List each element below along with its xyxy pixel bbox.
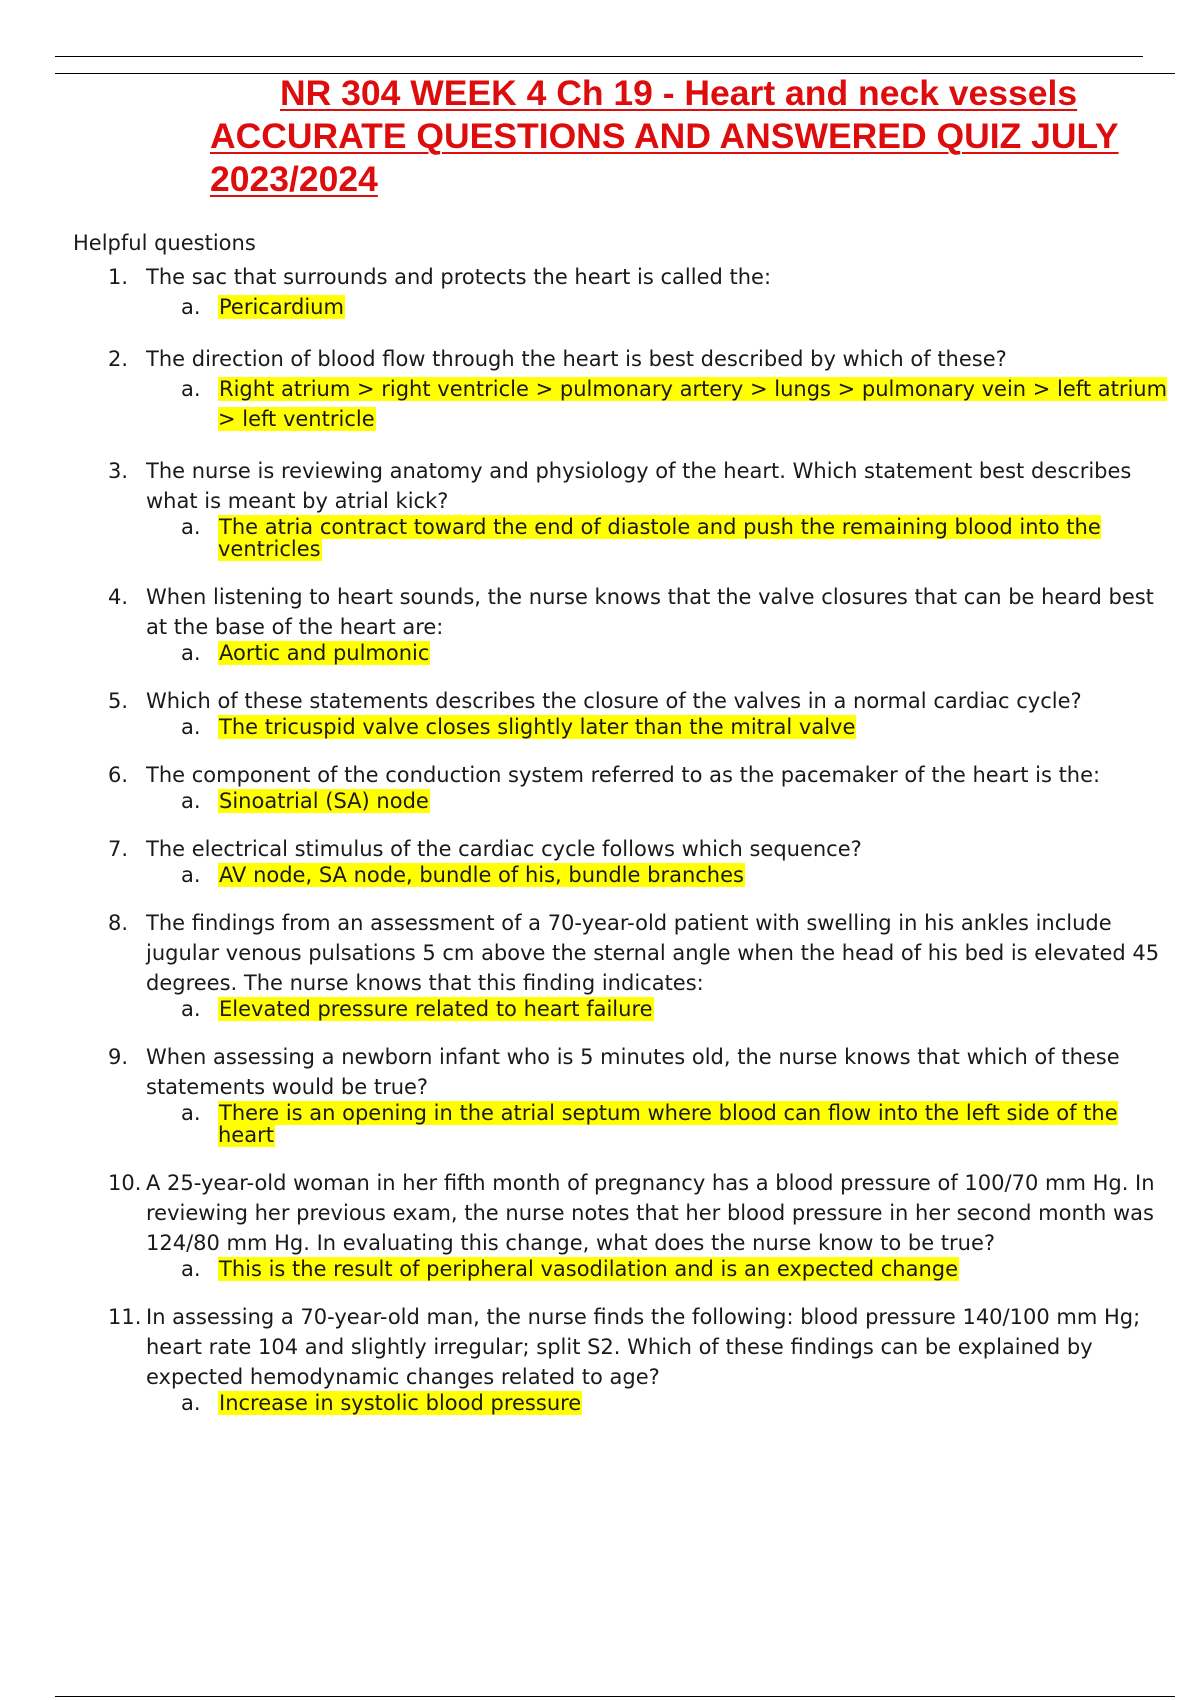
answer	[0, 1258, 1200, 1280]
answer-label: a.	[181, 1101, 201, 1125]
answer-label: a.	[181, 1257, 201, 1281]
answer-label: a.	[181, 295, 201, 319]
question-number: 4.	[108, 585, 129, 609]
question-item	[0, 834, 1200, 886]
answer	[0, 374, 1200, 434]
answer	[0, 292, 1200, 322]
question-text: A 25-year-old woman in her fifth month of pregnancy has a blood pressure of 100/70 mm Hg. In reviewing her previous exam, the nurse notes that her blood pressure in her second month was 124/80 mm Hg. In evaluating this change, what does the nurse know to be true?	[146, 1171, 1155, 1255]
answer-label: a.	[181, 863, 201, 887]
question-item	[0, 456, 1200, 560]
header-rule-top	[55, 56, 1143, 57]
answer-highlight: AV node, SA node, bundle of his, bundle branches	[219, 863, 744, 887]
question-item	[0, 1042, 1200, 1146]
question-number: 8.	[108, 911, 129, 935]
question-list	[0, 262, 1200, 1436]
section-label: Helpful questions	[73, 231, 256, 255]
answer-label: a.	[181, 515, 201, 539]
answer-highlight: Pericardium	[219, 295, 344, 319]
answer-highlight: Sinoatrial (SA) node	[219, 789, 429, 813]
answer	[0, 1102, 1200, 1146]
document-title	[210, 72, 1195, 201]
question-text: The findings from an assessment of a 70-year-old patient with swelling in his ankles include jugular venous pulsations 5 cm above the sternal angle when the head of his bed is elevated 45 degrees. The nurse knows that this finding indicates:	[146, 911, 1160, 995]
question-number: 2.	[108, 347, 129, 371]
answer	[0, 716, 1200, 738]
question-number: 10.	[108, 1171, 142, 1195]
answer	[0, 516, 1200, 560]
question-item	[0, 686, 1200, 738]
answer-highlight: Aortic and pulmonic	[219, 641, 430, 665]
question-item	[0, 582, 1200, 664]
answer-label: a.	[181, 1391, 201, 1415]
answer-highlight: The atria contract toward the end of diastole and push the remaining blood into the ventricles	[218, 515, 1101, 561]
answer-label: a.	[181, 789, 201, 813]
answer-highlight: Increase in systolic blood pressure	[219, 1391, 582, 1415]
title-line-3: 2023/2024	[210, 159, 378, 199]
answer	[0, 642, 1200, 664]
question-number: 11.	[108, 1305, 142, 1329]
answer	[0, 790, 1200, 812]
question-text: The nurse is reviewing anatomy and physiology of the heart. Which statement best describes what is meant by atrial kick?	[146, 459, 1132, 513]
title-line-2: ACCURATE QUESTIONS AND ANSWERED QUIZ JULY	[210, 116, 1119, 156]
question-text: When listening to heart sounds, the nurse knows that the valve closures that can be heard best at the base of the heart are:	[146, 585, 1154, 639]
answer-highlight: Elevated pressure related to heart failure	[219, 997, 653, 1021]
answer-highlight: There is an opening in the atrial septum where blood can flow into the left side of the heart	[218, 1101, 1118, 1147]
footer-rule	[55, 1696, 1175, 1697]
question-item	[0, 908, 1200, 1020]
question-item	[0, 1302, 1200, 1414]
answer-label: a.	[181, 377, 201, 401]
answer-label: a.	[181, 715, 201, 739]
question-text: In assessing a 70-year-old man, the nurse finds the following: blood pressure 140/100 mm Hg; heart rate 104 and slightly irregular; split S2. Which of these findings can be explained by expected hemodynamic changes related to age?	[146, 1305, 1141, 1389]
question-item	[0, 344, 1200, 434]
answer	[0, 1392, 1200, 1414]
question-text: The electrical stimulus of the cardiac cycle follows which sequence?	[146, 837, 862, 861]
question-number: 3.	[108, 459, 129, 483]
answer	[0, 998, 1200, 1020]
question-number: 7.	[108, 837, 129, 861]
question-item	[0, 1168, 1200, 1280]
answer-highlight: The tricuspid valve closes slightly later than the mitral valve	[219, 715, 856, 739]
answer-highlight: Right atrium > right ventricle > pulmonary artery > lungs > pulmonary vein > left atrium > left ventricle	[218, 377, 1168, 431]
answer-highlight: This is the result of peripheral vasodilation and is an expected change	[219, 1257, 959, 1281]
question-number: 6.	[108, 763, 129, 787]
question-item	[0, 262, 1200, 322]
question-text: The sac that surrounds and protects the heart is called the:	[146, 265, 772, 289]
question-text: Which of these statements describes the closure of the valves in a normal cardiac cycle?	[146, 689, 1082, 713]
question-item	[0, 760, 1200, 812]
title-line-1: NR 304 WEEK 4 Ch 19 - Heart and neck vessels	[280, 73, 1078, 113]
answer	[0, 864, 1200, 886]
question-text: When assessing a newborn infant who is 5 minutes old, the nurse knows that which of these statements would be true?	[146, 1045, 1120, 1099]
answer-label: a.	[181, 641, 201, 665]
question-number: 5.	[108, 689, 129, 713]
answer-label: a.	[181, 997, 201, 1021]
question-number: 1.	[108, 265, 129, 289]
question-text: The direction of blood flow through the heart is best described by which of these?	[146, 347, 1007, 371]
question-text: The component of the conduction system referred to as the pacemaker of the heart is the:	[146, 763, 1101, 787]
question-number: 9.	[108, 1045, 129, 1069]
